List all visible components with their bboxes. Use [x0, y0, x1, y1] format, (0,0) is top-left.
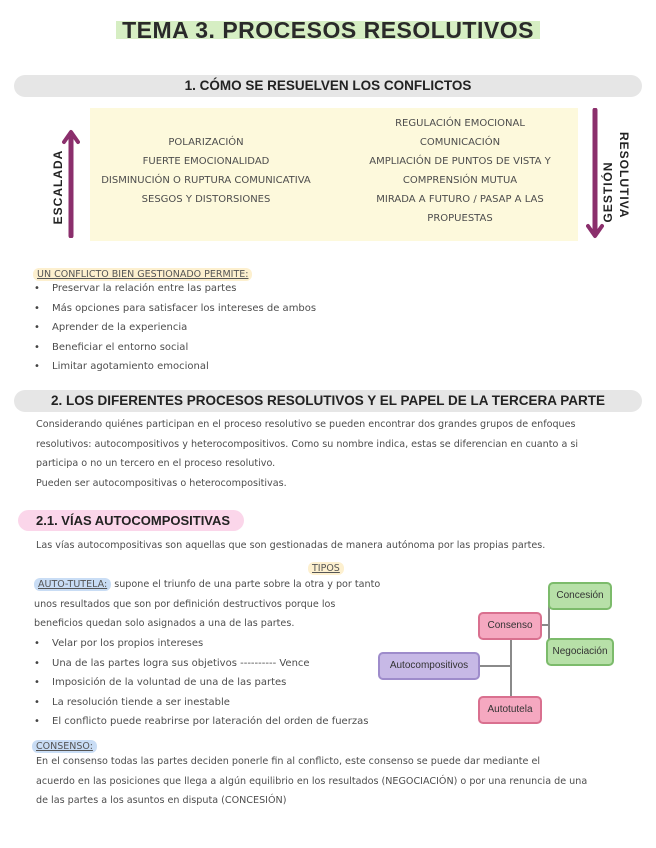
list-item: • Preservar la relación entre las partes — [22, 279, 422, 299]
conflict-benefits-list — [22, 279, 422, 377]
list-item: • La resolución tiende a ser inestable — [22, 693, 422, 713]
escalada-list — [100, 133, 312, 209]
list-item: • Velar por los propios intereses — [22, 634, 422, 654]
list-item: SESGOS Y DISTORSIONES — [141, 194, 271, 205]
list-item: DISMINUCIÓN O RUPTURA COMUNICATIVA — [101, 175, 311, 186]
connector-line — [478, 665, 512, 667]
resolutiva-label: RESOLUTIVA — [617, 132, 631, 219]
node-negociacion: Negociación — [546, 638, 614, 666]
escalada-label: ESCALADA — [51, 149, 65, 225]
list-item: REGULACIÓN EMOCIONAL — [395, 118, 525, 129]
gestion-label: GESTIÓN — [601, 161, 615, 223]
node-consenso: Consenso — [478, 612, 542, 640]
node-concesion: Concesión — [548, 582, 612, 610]
page-title: TEMA 3. PROCESOS RESOLUTIVOS — [0, 17, 656, 44]
list-item: AMPLIACIÓN DE PUNTOS DE VISTA Y — [369, 156, 551, 167]
section-2-1-heading: 2.1. VÍAS AUTOCOMPOSITIVAS — [18, 510, 244, 529]
autotutela-list — [22, 634, 422, 732]
list-item: • Más opciones para satisfacer los intereses de ambos — [22, 299, 422, 319]
consenso-tag: CONSENSO: — [32, 734, 97, 753]
list-item: • Beneficiar el entorno social — [22, 338, 422, 358]
list-item: COMPRENSIÓN MUTUA — [402, 175, 518, 186]
list-item: • Aprender de la experiencia — [22, 318, 422, 338]
section-2-text: Considerando quiénes participan en el proceso resolutivo se pueden encontrar dos grandes grupos de enfoques resolutivos: autocompositivos y heterocompositivos. Como su nombre indica, estas se diferencian en cuanto a si participa o no un tercero en el proceso resolutivo. Pueden ser autocompositivas o heterocompositivas. — [36, 419, 579, 489]
section-1-heading: 1. CÓMO SE RESUELVEN LOS CONFLICTOS — [14, 75, 642, 97]
list-item: POLARIZACIÓN — [168, 137, 244, 148]
section-2-1-intro: Las vías autocompositivas son aquellas que son gestionadas de manera autónoma por las propias partes. — [36, 540, 546, 551]
list-item: COMUNICACIÓN — [419, 137, 501, 148]
autotutela-text: AUTO-TUTELA: supone el triunfo de una parte sobre la otra y por tanto unos resultados que son por definición destructivos porque los beneficios quedan solo asignados a una de las partes. — [34, 579, 381, 630]
list-item: • Una de las partes logra sus objetivos ---------- Vence — [22, 654, 422, 674]
list-item: • Limitar agotamiento emocional — [22, 357, 422, 377]
section-2-heading: 2. LOS DIFERENTES PROCESOS RESOLUTIVOS Y EL PAPEL DE LA TERCERA PARTE — [14, 390, 642, 412]
list-item: • El conflicto puede reabrirse por lateración del orden de fuerzas — [22, 712, 422, 732]
autocompositivos-diagram — [378, 572, 618, 730]
gestion-list — [350, 114, 570, 228]
conflict-note-heading: UN CONFLICTO BIEN GESTIONADO PERMITE: — [33, 268, 252, 281]
list-item: PROPUESTAS — [427, 213, 493, 224]
autotutela-tag: AUTO-TUTELA: — [34, 578, 111, 591]
list-item: MIRADA A FUTURO / PASAP A LAS — [376, 194, 544, 205]
node-autocompositivos: Autocompositivos — [378, 652, 480, 680]
tipos-label: TIPOS — [308, 556, 344, 575]
consenso-text: En el consenso todas las partes deciden ponerle fin al conflicto, este consenso se puede dar mediante el acuerdo en las posiciones que llega a algún equilibrio en los resultados (NEGOCIACIÓN) o por una renuncia de una de las partes a los asuntos en disputa (CONCESIÓN) — [36, 756, 588, 807]
list-item: • Imposición de la voluntad de una de las partes — [22, 673, 422, 693]
list-item: FUERTE EMOCIONALIDAD — [142, 156, 270, 167]
node-autotutela: Autotutela — [478, 696, 542, 724]
